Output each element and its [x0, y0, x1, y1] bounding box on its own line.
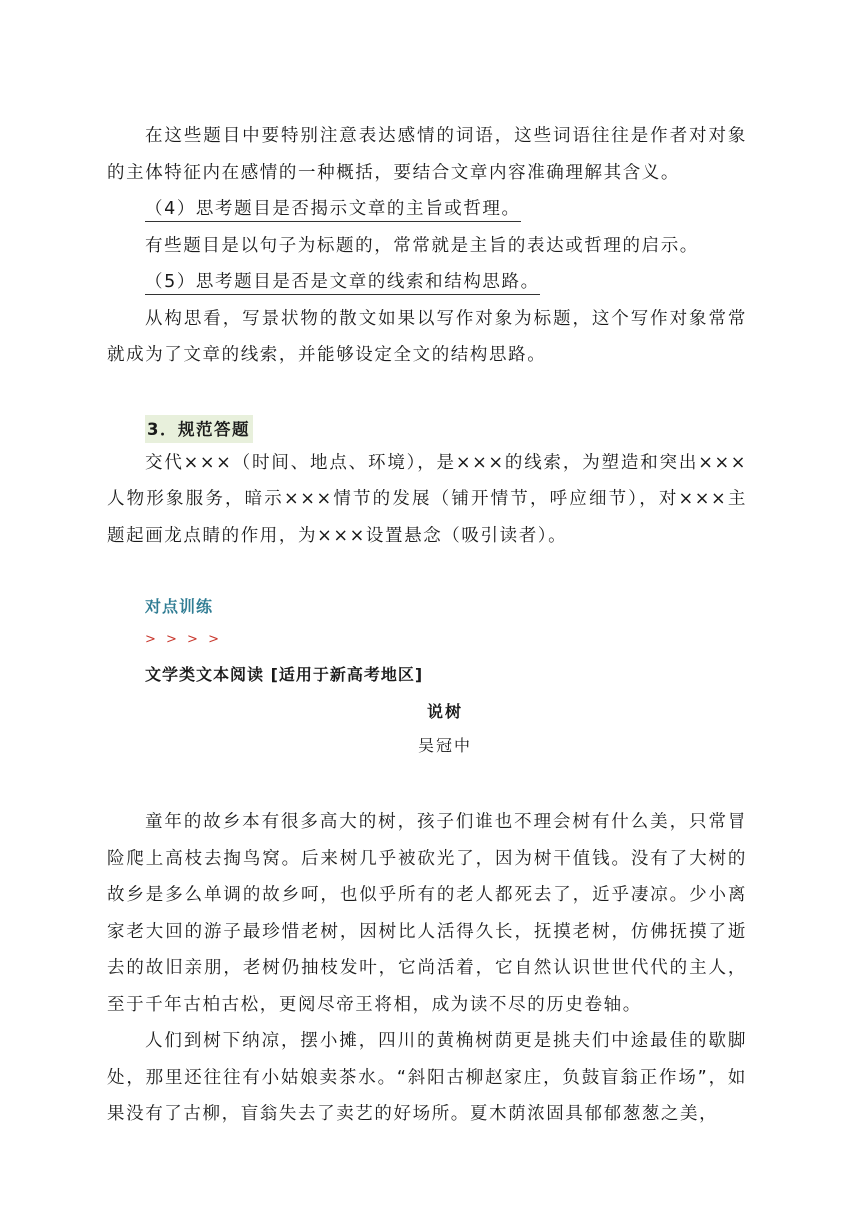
point-4-text: （4）思考题目是否揭示文章的主旨或哲理。 [145, 198, 521, 222]
intro-paragraph-2: 有些题目是以句子为标题的，常常就是主旨的表达或哲理的启示。 [145, 235, 699, 256]
article-author: 吴冠中 [417, 736, 472, 755]
arrows-decoration: > > > > [145, 632, 222, 647]
article-title: 说树 [426, 702, 463, 721]
training-label: 对点训练 [145, 597, 214, 616]
spacer [107, 758, 747, 804]
section-3-body: 交代×××（时间、地点、环境），是×××的线索，为塑造和突出×××人物形象服务，暗示×××情节的发展（铺开情节，呼应细节），对×××主题起画龙点睛的作用，为×××设置悬念（吸引读者）。 [107, 452, 747, 546]
section-3-heading [145, 415, 747, 443]
point-5-text: （5）思考题目是否是文章的线索和结构思路。 [145, 271, 540, 295]
page-content [107, 118, 747, 1133]
story-paragraph-1: 童年的故乡本有很多高大的树，孩子们谁也不理会树有什么美，只常冒险爬上高枝去掏鸟窝。后来树几乎被砍光了，因为树干值钱。没有了大树的故乡是多么单调的故乡呵，也似乎所有的老人都死去了，近乎凄凉。少小离家老大回的游子最珍惜老树，因树比人活得久长，抚摸老树，仿佛抚摸了逝去的故旧亲朋，老树仍抽枝发叶，它尚活着，它自然认识世世代代的主人，至于千年古柏古松，更阅尽帝王将相，成为读不尽的历史卷轴。 [107, 812, 747, 1015]
exercise-subtitle: 文学类文本阅读 [适用于新高考地区] [145, 665, 424, 684]
story-paragraph-2: 人们到树下纳凉，摆小摊，四川的黄桷树荫更是挑夫们中途最佳的歇脚处，那里还往往有小姑娘卖茶水。“斜阳古柳赵家庄，负鼓盲翁正作场”，如果没有了古柳，盲翁失去了卖艺的好场所。夏木荫浓固具郁郁葱葱之美， [107, 1031, 747, 1124]
point-4-heading [145, 191, 747, 228]
intro-paragraph-1: 在这些题目中要特别注意表达感情的词语，这些词语往往是作者对对象的主体特征内在感情的一种概括，要结合文章内容准确理解其含义。 [107, 126, 747, 183]
point-5-heading [145, 264, 747, 301]
intro-paragraph-3: 从构思看，写景状物的散文如果以写作对象为标题，这个写作对象常常就成为了文章的线索，并能够设定全文的结构思路。 [107, 308, 747, 365]
section-3-heading-text: 3．规范答题 [145, 415, 253, 443]
